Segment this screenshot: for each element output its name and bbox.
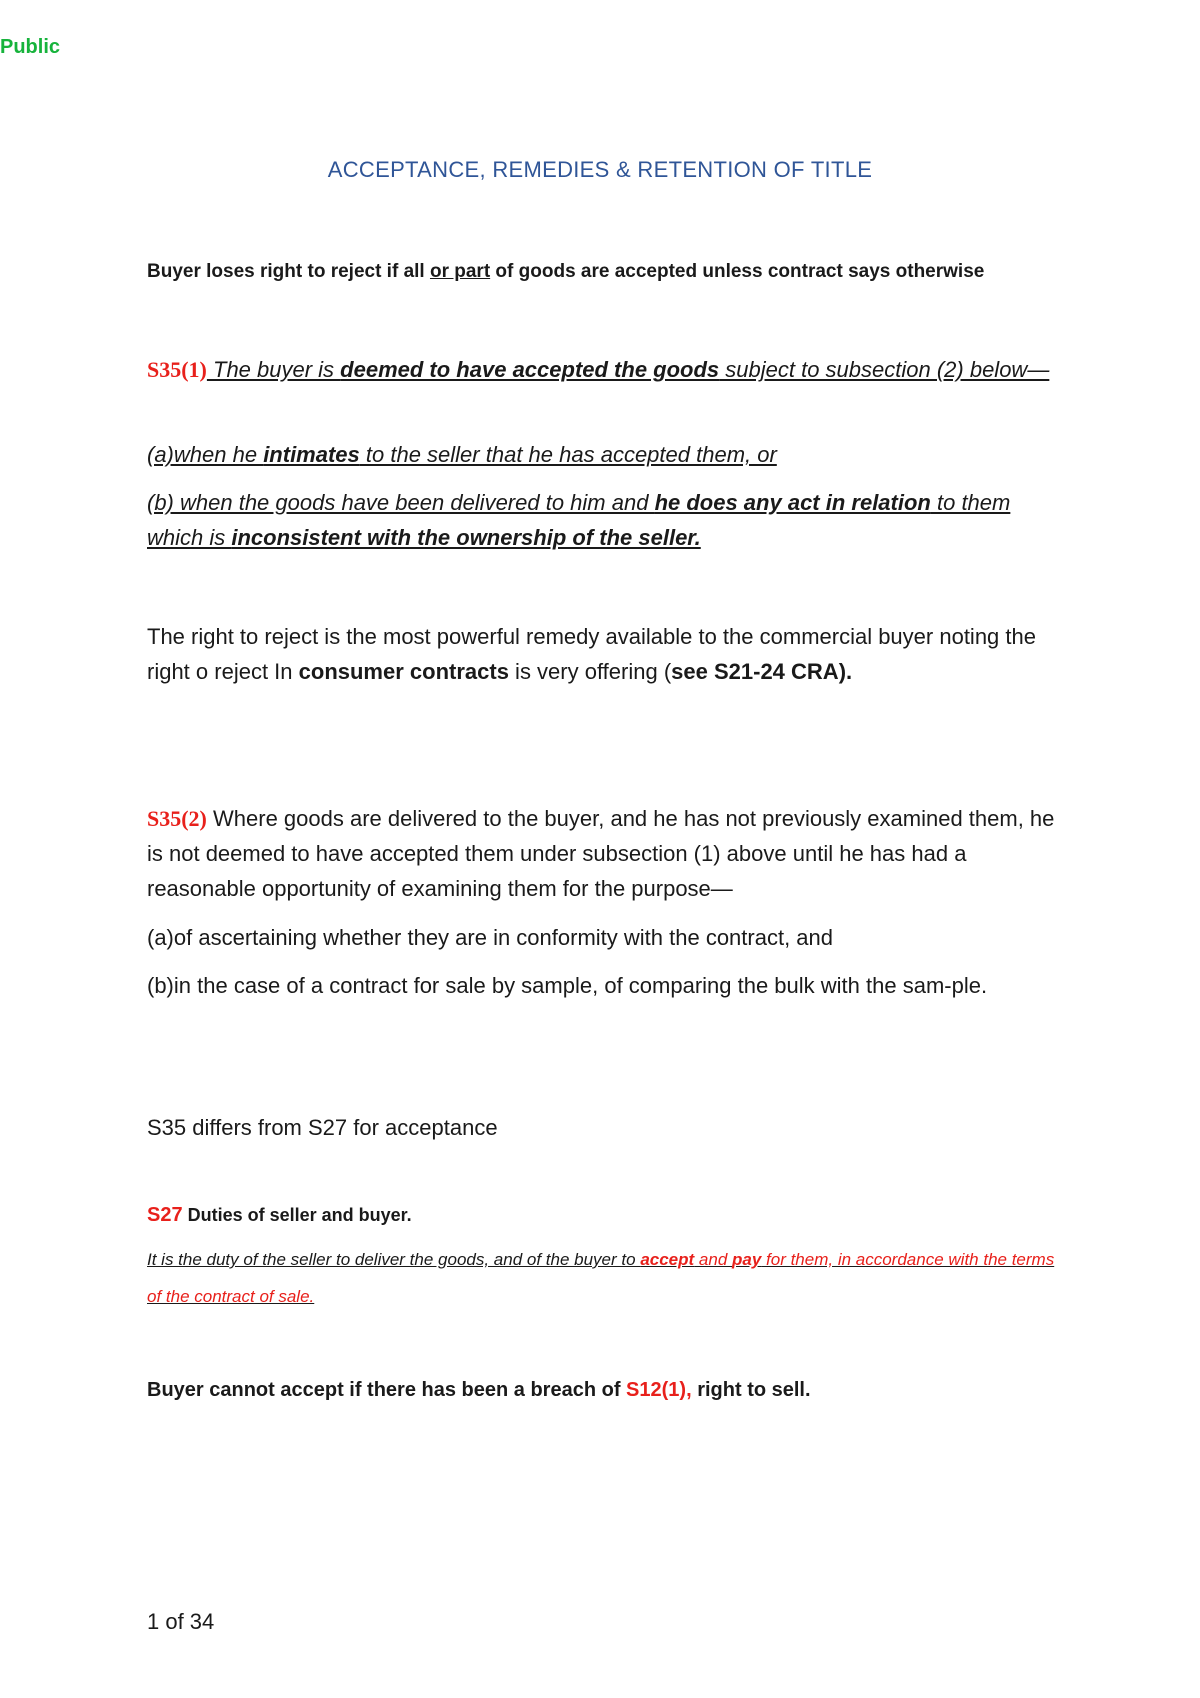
classification-label: Public: [0, 36, 61, 58]
buyer-cannot-text-2: right to sell.: [691, 1379, 811, 1401]
s27-text-1: It is the duty of the seller to deliver the goods, and of the buyer to: [147, 1250, 641, 1269]
s35-1-text-2: subject to subsection (2) below—: [719, 357, 1050, 382]
s35-1-item-b: [147, 485, 1067, 555]
page-number: 1 of 34: [147, 1609, 215, 1634]
s35-2-paragraph: [147, 801, 1067, 906]
s27-heading: [147, 1204, 412, 1227]
s35-1-b-text-2: to them which is: [147, 490, 1011, 550]
intro-underlined: or part: [429, 261, 491, 282]
intro-statement: [147, 261, 984, 283]
s27-ref: S27: [147, 1204, 183, 1226]
s35-1-b-bold-2: inconsistent with the ownership of the seller.: [231, 525, 701, 550]
s35-differs-note: S35 differs from S27 for acceptance: [147, 1115, 498, 1140]
right-to-reject-text-2: is very offering (: [508, 659, 672, 684]
right-to-reject-bold-1: consumer contracts: [298, 659, 509, 684]
s35-2-ref: S35(2): [147, 806, 207, 831]
intro-text-2: of goods are accepted unless contract says otherwise: [490, 261, 985, 282]
s27-accept: accept: [640, 1250, 695, 1269]
s27-paragraph: [147, 1241, 1067, 1315]
s27-heading-text: Duties of seller and buyer.: [182, 1205, 412, 1225]
right-to-reject-paragraph: [147, 619, 1067, 689]
buyer-cannot-statement: [147, 1379, 811, 1402]
s35-1-a-text-2: to the seller that he has accepted them, or: [359, 442, 777, 467]
s35-1-a-text-1: (a)when he: [147, 442, 264, 467]
buyer-cannot-text-1: Buyer cannot accept if there has been a breach of: [147, 1379, 627, 1401]
s35-2-item-a: (a)of ascertaining whether they are in conformity with the contract, and: [147, 925, 834, 950]
buyer-cannot-ref: S12(1),: [626, 1379, 692, 1401]
s35-1-b-bold-1: he does any act in relation: [654, 490, 931, 515]
s35-1-item-a: [147, 437, 1067, 472]
right-to-reject-text-1: The right to reject is the most powerful remedy available to the commercial buyer noting the right o reject In: [147, 624, 1036, 684]
s35-1-ref: S35(1): [147, 357, 207, 382]
s27-pay: pay: [732, 1250, 762, 1269]
s35-1-paragraph: [147, 352, 1067, 387]
s35-1-bold-1: deemed to have accepted the goods: [340, 357, 720, 382]
s27-text-2: for them, in accordance with the terms of the contract of sale.: [147, 1250, 1055, 1306]
document-title: ACCEPTANCE, REMEDIES & RETENTION OF TITLE: [327, 157, 873, 182]
s27-and: and: [694, 1250, 732, 1269]
s35-1-a-bold: intimates: [263, 442, 360, 467]
s35-2-item-b: (b)in the case of a contract for sale by sample, of comparing the bulk with the sam-ple.: [147, 973, 988, 998]
s35-2-text: Where goods are delivered to the buyer, and he has not previously examined them, he is not deemed to have accepted them under subsection (1) above until he has had a reasonable opportunity of examining them for the purpose—: [147, 806, 1055, 901]
intro-text-1: Buyer loses right to reject if all: [147, 261, 430, 282]
s35-1-text-1: The buyer is: [206, 357, 341, 382]
right-to-reject-bold-2: see S21-24 CRA).: [671, 659, 853, 684]
s35-1-b-text-1: (b) when the goods have been delivered to him and: [147, 490, 655, 515]
